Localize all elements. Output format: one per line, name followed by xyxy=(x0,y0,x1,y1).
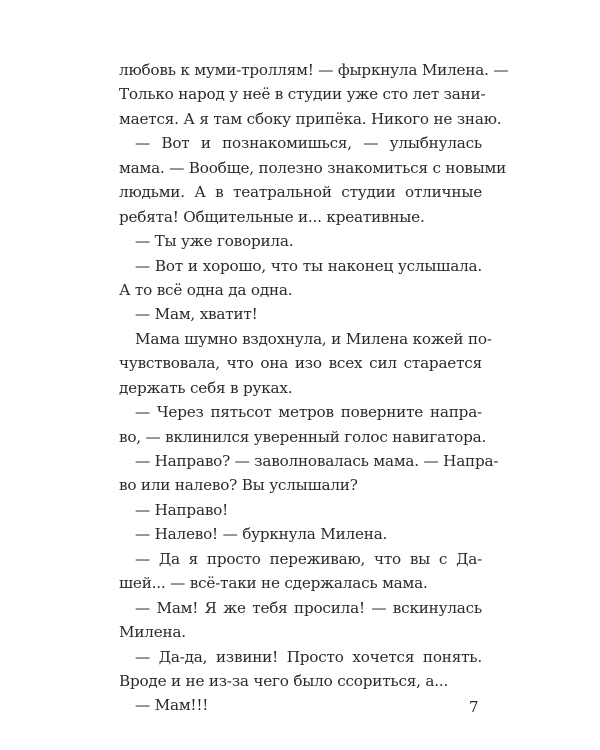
text-line: чувствовала, что она изо всех сил старается xyxy=(119,354,482,373)
text-line: — Через пятьсот метров поверните напра- xyxy=(135,403,482,422)
text-line: Только народ у неё в студии уже сто лет зани- xyxy=(119,85,486,104)
text-line: — Да я просто переживаю, что вы с Да- xyxy=(135,549,482,568)
text-line: — Направо? — заволновалась мама. — Напра- xyxy=(135,452,499,470)
text-line: — Да-да, извини! Просто хочется понять. xyxy=(135,647,482,666)
body-text xyxy=(119,58,509,718)
text-line: — Мам! Я же тебя просила! — вскинулась xyxy=(135,598,482,617)
text-line: во, — вклинился уверенный голос навигатора. xyxy=(119,427,487,446)
text-line: Мама шумно вздохнула, и Милена кожей по- xyxy=(135,329,492,348)
text-line: — Мам, хватит! xyxy=(135,305,258,324)
text-line: мается. А я там сбоку припёка. Никого не знаю. xyxy=(119,109,502,128)
text-line: А то всё одна да одна. xyxy=(119,280,293,299)
text-line: — Вот и познакомишься, — улыбнулась xyxy=(135,134,482,153)
text-line: Вроде и не из-за чего было ссориться, а... xyxy=(119,671,449,690)
text-line: — Налево! — буркнула Милена. xyxy=(135,525,388,544)
text-line: держать себя в руках. xyxy=(119,378,293,397)
text-line: — Мам!!! xyxy=(135,696,209,715)
text-line: ребята! Общительные и... креативные. xyxy=(119,207,425,226)
text-line: мама. — Вообще, полезно знакомиться с новыми xyxy=(119,158,507,177)
text-line: во или налево? Вы услышали? xyxy=(119,476,358,495)
page-number: 7 xyxy=(469,698,479,716)
text-line: Милена. xyxy=(119,623,186,642)
text-line: — Ты уже говорила. xyxy=(135,232,294,251)
text-line: шей... — всё-таки не сдержалась мама. xyxy=(119,574,428,593)
text-line: людьми. А в театральной студии отличные xyxy=(119,183,482,202)
text-line: — Направо! xyxy=(135,500,229,519)
text-line: любовь к муми-троллям! — фыркнула Милена. — xyxy=(119,61,509,79)
text-line: — Вот и хорошо, что ты наконец услышала. xyxy=(135,256,482,275)
